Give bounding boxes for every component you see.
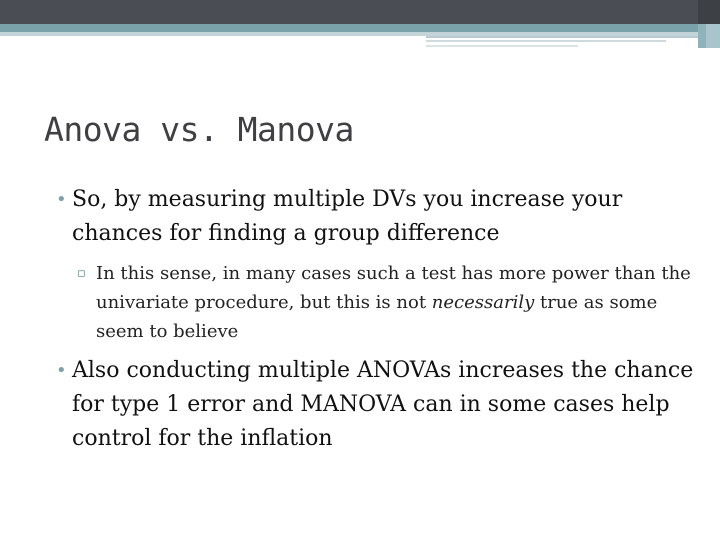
sub-bullet-marker: ▫ [77,266,86,281]
sub-bullet-text: In this sense, in many cases such a test has more power than the univariate procedure, but this is not [96,263,691,313]
decorative-line [426,45,578,47]
bullet-marker: • [56,189,67,210]
bullet-item [56,354,696,456]
decorative-line [426,36,698,38]
slide-body [56,183,696,456]
sub-bullet-item [77,259,696,346]
bullet-marker: • [56,360,67,381]
sub-bullet-text-end: true as some seem to believe [96,292,658,342]
emphasis-text: necessarily [431,292,535,313]
bullet-text: So, by measuring multiple DVs you increase your chances for finding a group difference [72,187,623,246]
slide-title: Anova vs. Manova [44,110,354,149]
decorative-line [426,40,666,42]
header-band-teal-corner-inner [706,24,720,48]
bullet-text: Also conducting multiple ANOVAs increases the chance for type 1 error and MANOVA can in some cases help control for the inflation [72,358,694,451]
header-band-teal [0,24,720,32]
header-band-corner [698,0,720,24]
bullet-item [56,183,696,251]
header-band-dark [0,0,698,24]
